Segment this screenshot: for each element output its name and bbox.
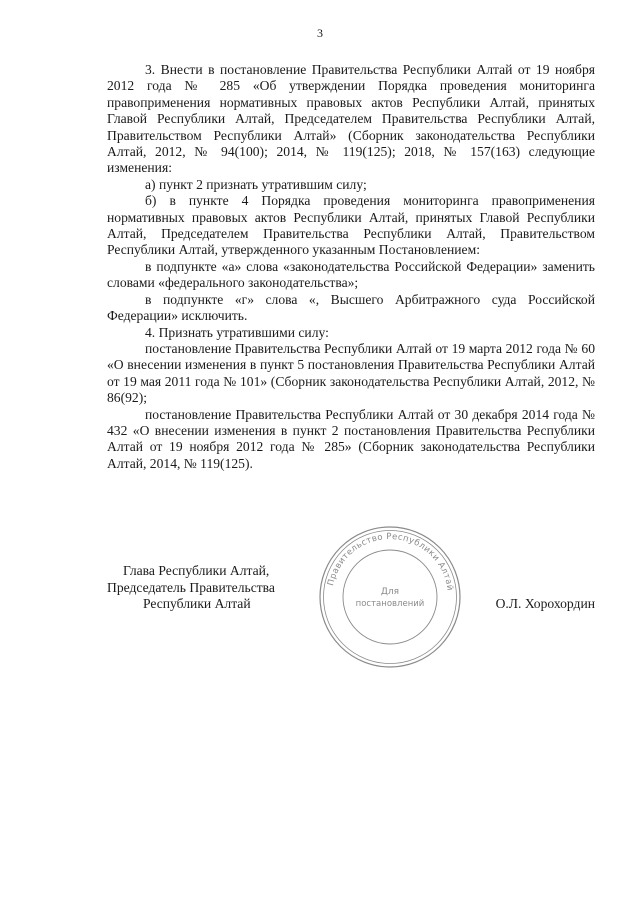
stamp-outer-ring (320, 527, 460, 667)
page-number: 3 (317, 26, 323, 40)
stamp-inner-text: Для (380, 587, 400, 597)
paragraph: 3. Внести в постановление Правительства Республики Алтай от 19 ноября 2012 года № 285 «Об утверждении Порядка проведения мониторинга правоприменения нормативных правовых актов Республики Алтай, принятых Главой Республики Алтай, Председателем Правительства Республики Алтай, Правительством Республики Алтай» (Сборник законодательства Республики Алтай, 2012, № 94(100); 2014, № 119(125); 2018, № 157(163) следующие изменения: (107, 62, 595, 176)
stamp-outer-ring-inner (324, 531, 457, 664)
signatory-title-line: Глава Республики Алтай, (123, 563, 270, 578)
paragraph: в подпункте «г» слова «, Высшего Арбитражного суда Российской Федерации» исключить. (107, 291, 595, 324)
paragraph: 4. Признать утратившими силу: (145, 324, 329, 340)
stamp-outer-text: Правительство Республики Алтай (326, 531, 455, 592)
signatory-title-line: Республики Алтай (143, 596, 251, 611)
paragraph: постановление Правительства Республики Алтай от 19 марта 2012 года № 60 «О внесении изменения в пункт 5 постановления Правительства Республики Алтай от 19 мая 2011 года № 101» (Сборник законодательства Республики Алтай, 2012, № 86(92); (107, 340, 595, 406)
paragraph: б) в пункте 4 Порядка проведения мониторинга правоприменения нормативных правовых актов Республики Алтай, принятых Главой Республики Алтай, Председателем Правительства Республики Алтай, Правительством Республики Алтай, утвержденного указанным Постановлением: (107, 193, 595, 258)
signatory-title (107, 563, 275, 613)
signatory-name: О.Л. Хорохордин (495, 596, 595, 611)
signatory-title-line: Председатель Правительства (107, 579, 275, 595)
paragraph: постановление Правительства Республики Алтай от 30 декабря 2014 года № 432 «О внесении изменения в пункт 2 постановления Правительства Республики Алтай от 19 ноября 2012 года № 285» (Сборник законодательства Республики Алтай, 2014, № 119(125). (107, 406, 595, 471)
stamp-inner-text: постановлений (355, 599, 425, 609)
paragraph: а) пункт 2 признать утратившим силу; (145, 176, 367, 192)
paragraph: в подпункте «а» слова «законодательства Российской Федерации» заменить словами «федерального законодательства»; (107, 258, 595, 291)
official-stamp (315, 522, 465, 672)
stamp-inner-ring (343, 550, 437, 644)
document-body (107, 62, 595, 472)
